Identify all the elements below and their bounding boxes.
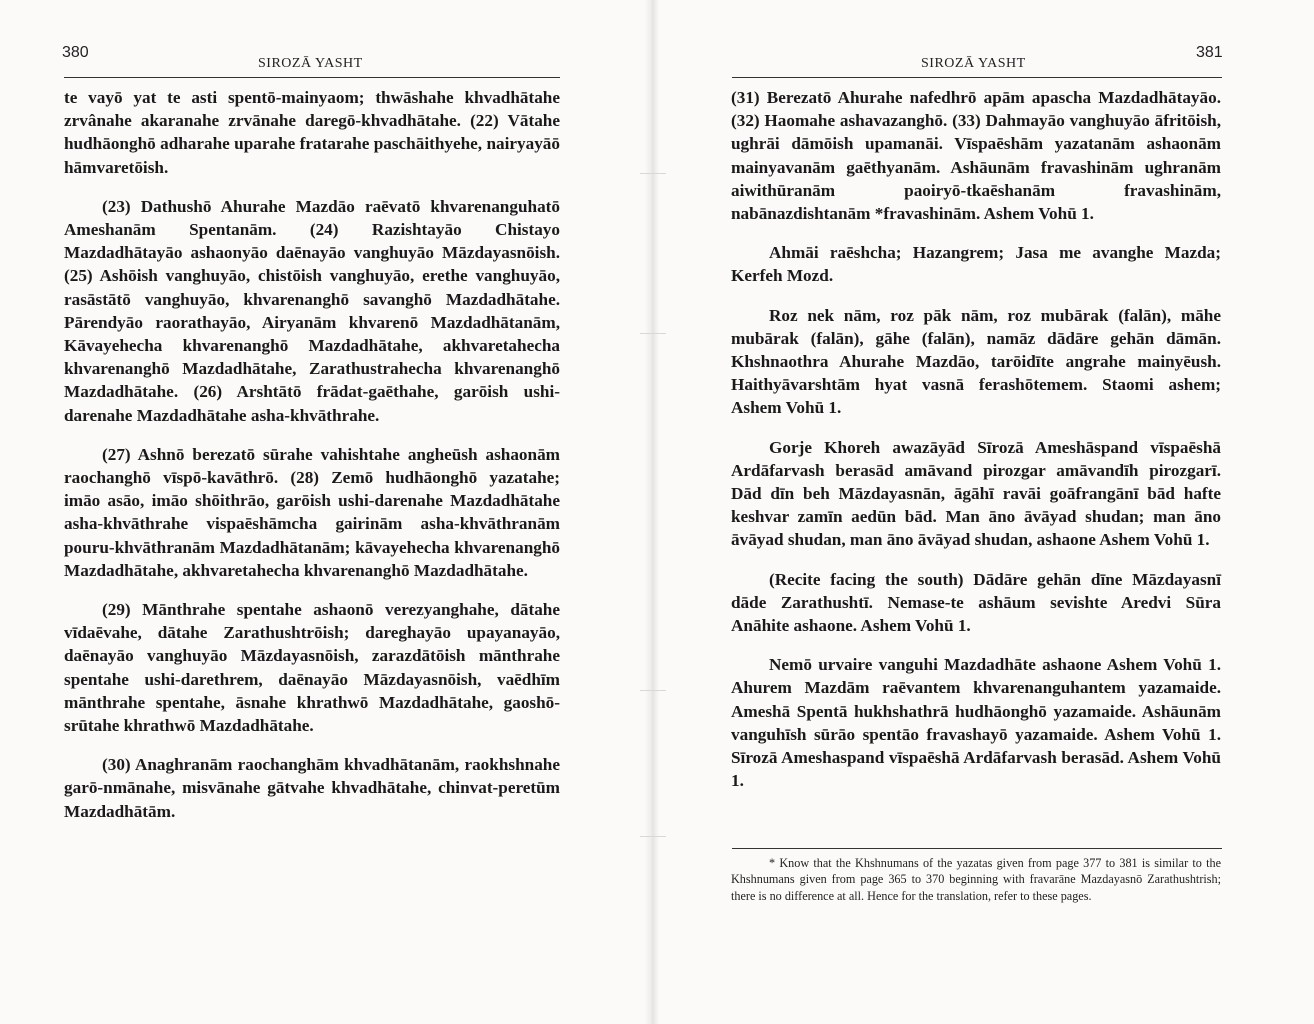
- paragraph: Roz nek nām, roz pāk nām, roz mubārak (falān), māhe mubārak (falān), gāhe (falān), namāz dādāre gehān dāmān. Khshnaothra Ahurahe Mazdāo, tarōidīte angrahe mainyēush. Haithyāvarshtām hyat vasnā ferashōtemem. Staomi ashem; Ashem Vohū 1.: [731, 305, 1221, 418]
- footnote-rule: [732, 848, 1222, 849]
- paragraph: (27) Ashnō berezatō sūrahe vahishtahe angheūsh ashaonām raochanghō vīspō-kavāthrō. (28) Zemō hudhāonghō yazatahe; imāo asāo, imāo shōithrāo, garōish ushi-darenahe Mazdadhātahe asha-khvāthrahe vispaēshāmcha gairinām asha-khvāthranām pouru-khvāthranām Mazdadhātanām; kāvayehecha khvarenanghō Mazdadhātahe, akhvaretahecha khvarenanghō Mazdadhātahe.: [64, 444, 560, 580]
- paragraph: Gorje Khoreh awazāyād Sīrozā Ameshāspand vīspaēshā Ardāfarvash berasād amāvand pirozgar amāvandīh pirozgarī. Dād dīn beh Māzdayasnān, āgāhī ravāi goāfrangānī bād hafte keshvar zamīn aedūn bād. Man āno āvāyad shudan; man āno āvāyad shudan, man āno āvāyad shudan, ashaone Ashem Vohū 1.: [731, 437, 1221, 550]
- paragraph: (31) Berezatō Ahurahe nafedhrō apām apascha Mazdadhātayāo. (32) Haomahe ashavazanghō. (33) Dahmayāo vanghuyāo āfritōish, ughrāi dāmōish upamanāi. Vīspaēshām yazatanām ashaonām mainyavanām gaēthyanām. Ashāunām fravashinām ughranām aiwithūranām paoiryō-tkaēshanām fravashinām, nabānazdishtanām *fravashinām. Ashem Vohū 1.: [731, 88, 1221, 224]
- header-rule: [64, 77, 560, 78]
- footnote: [731, 855, 1221, 904]
- page-number: 381: [1196, 44, 1223, 61]
- footnote-text: * Know that the Khshnumans of the yazatas given from page 377 to 381 is similar to the Khshnumans given from page 365 to 370 beginning with fravarāne Mazdayasnō Zarathushtrish; there is no difference at all. Hence for the translation, refer to these pages.: [731, 856, 1221, 903]
- left-page: [0, 0, 645, 1024]
- header-rule: [732, 77, 1222, 78]
- paragraph: te vayō yat te asti spentō-mainyaom; thwāshahe khvadhātahe zrvânahe akaranahe zrvānahe daregō-khvadhātahe. (22) Vātahe hudhāonghō adharahe uparahe fratarahe paschāithyehe, nairyayāō hāmvaretōish.: [64, 88, 560, 177]
- book-gutter: [645, 0, 659, 1024]
- right-page: [659, 0, 1314, 1024]
- paragraph: (29) Mānthrahe spentahe ashaonō verezyanghahe, dātahe vīdaēvahe, dātahe Zarathushtrōish; dareghayāo upayanayāo, daēnayāo vanghuyāo Māzdayasnōish, zarazdātōish mānthrahe spentahe ushi-darethrem, daēnayāo Māzdayasnōish, vaēdhīm mānthrahe spentahe, āsnahe khrathwō Mazdadhātahe, gaoshō-srūtahe khrathwō Mazdadhātahe.: [64, 600, 560, 736]
- paragraph: (30) Anaghranām raochanghām khvadhātanām, raokhshnahe garō-nmānahe, misvānahe gātvahe khvadhātahe, chinvat-peretūm Mazdadhātām.: [64, 755, 560, 821]
- paragraph: Ahmāi raēshcha; Hazangrem; Jasa me avanghe Mazda; Kerfeh Mozd.: [731, 243, 1221, 286]
- paragraph: (Recite facing the south) Dādāre gehān dīne Māzdayasnī dāde Zarathushtī. Nemase-te ashāum sevishte Aredvi Sūra Anāhite ashaone. Ashem Vohū 1.: [731, 569, 1221, 636]
- paragraph: (23) Dathushō Ahurahe Mazdāo raēvatō khvarenanguhatō Ameshanām Spentanām. (24) Razishtayāo Chistayo Mazdadhātayāo ashaonyāo daēnayāo vanghuyāo Māzdayasnōish. (25) Ashōish vanghuyāo, chistōish vanghuyāo, erethe vanghuyāo, rasāstātō vanghuyāo, khvarenanghō savanghō Mazdadhātahe. Pārendyāo raorathayāo, Airyanām khvarenō Mazdadhātanām, Kāvayehecha khvarenanghō Mazdadhātahe, akhvaretahecha khvarenanghō Mazdadhātahe, Zarathustrahecha khvarenanghō Mazdadhātahe. (26) Arshtātō frādat-gaēthahe, garōish ushi-darenahe Mazdadhātahe asha-khvāthrahe.: [64, 196, 560, 425]
- paragraph: Nemō urvaire vanguhi Mazdadhāte ashaone Ashem Vohū 1. Ahurem Mazdām raēvantem khvarenanguhantem yazamaide. Ameshā Spentā hukhshathrā hudhāonghō yazamaide. Ashāunām vanguhīsh sūrāo spentāo fravashayō yazamaide. Ashem Vohū 1. Sīrozā Ameshaspand vīspaēshā Ardāfarvash berasād. Ashem Vohū 1.: [731, 655, 1221, 791]
- body-text: [64, 86, 560, 839]
- running-head: SIROZĀ YASHT: [921, 56, 1026, 71]
- body-text: [731, 86, 1221, 808]
- running-head: SIROZĀ YASHT: [258, 56, 363, 71]
- page-number: 380: [62, 44, 89, 61]
